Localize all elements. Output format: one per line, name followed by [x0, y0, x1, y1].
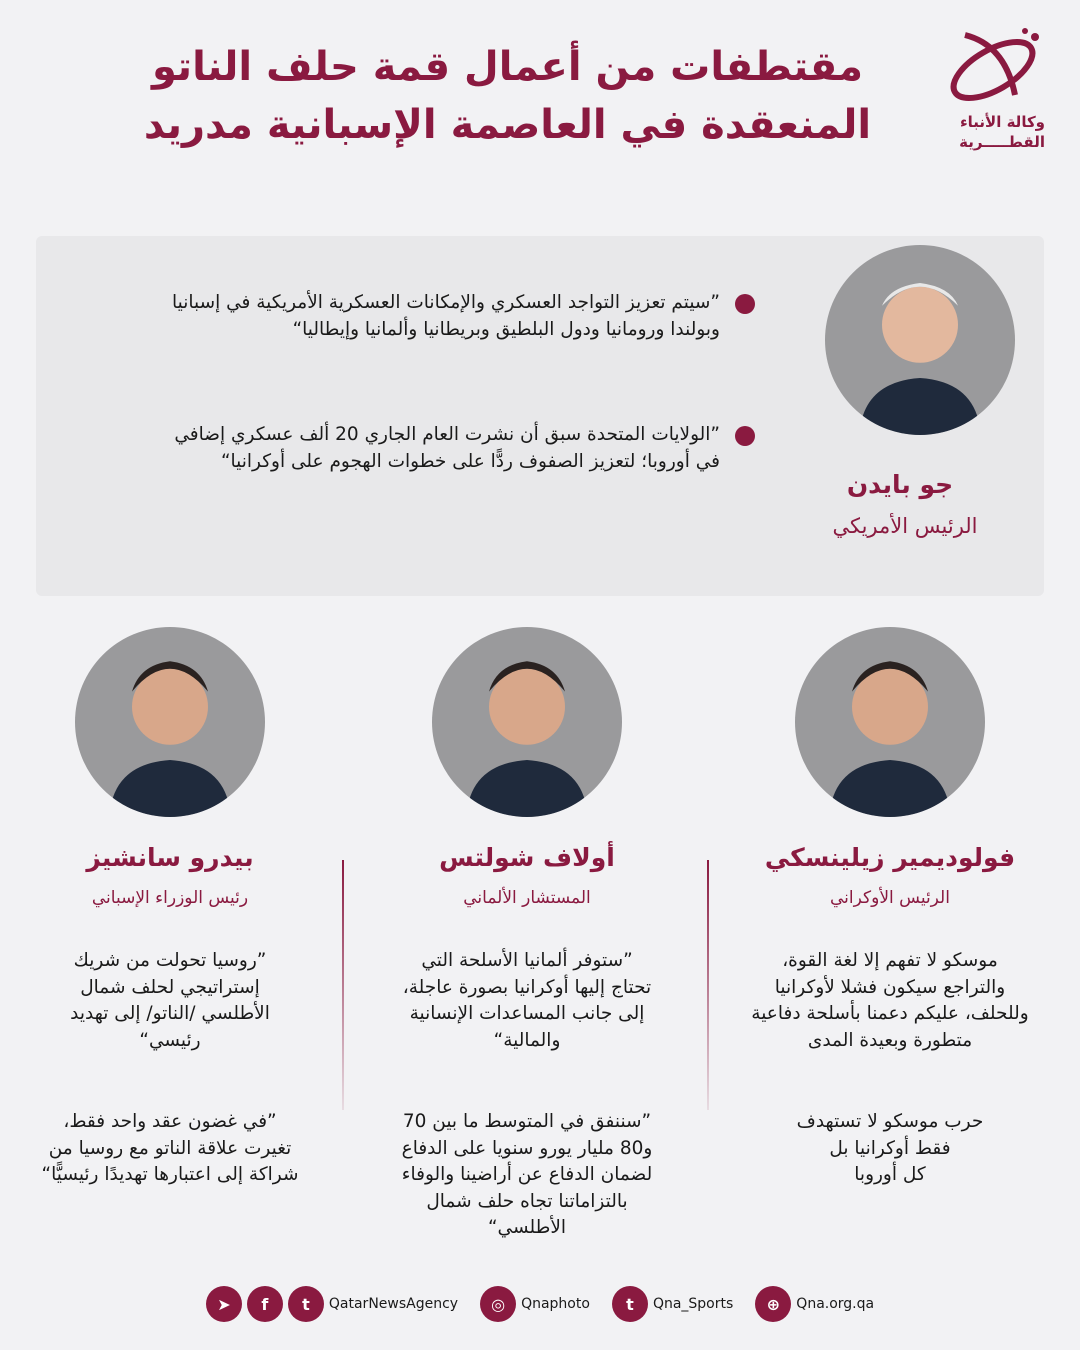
leader-quote: [0, 1109, 340, 1189]
instagram-icon[interactable]: ◎: [480, 1286, 516, 1322]
leader-quote: [0, 948, 340, 1054]
biden-photo: [825, 245, 1015, 435]
leader-name: فولوديمير زيلينسكي: [764, 843, 1016, 872]
leader-quote: [720, 1109, 1060, 1189]
website[interactable]: [755, 1286, 874, 1322]
quote-line: تغيرت علاقة الناتو مع روسيا من: [48, 1137, 292, 1159]
quote-line: كل أوروبا: [854, 1164, 926, 1185]
featured-quote: [120, 422, 720, 475]
logo-text: وكالة الأنباء: [960, 113, 1045, 131]
leader-role: رئيس الوزراء الإسباني: [91, 888, 249, 908]
globe-icon[interactable]: ⊕: [755, 1286, 791, 1322]
social-handle[interactable]: QatarNewsAgency: [328, 1296, 459, 1312]
quote-line: رئيسي“: [139, 1029, 201, 1051]
social-footer: [0, 1284, 1080, 1324]
quote-line: و80 مليار يورو سنويا على الدفاع: [401, 1137, 653, 1159]
quote-line: حرب موسكو لا تستهدف: [796, 1111, 984, 1132]
social-main[interactable]: [206, 1286, 458, 1322]
qna-logo: [935, 25, 1055, 155]
social-handle[interactable]: Qnaphoto: [521, 1296, 590, 1312]
quote-line: في أوروبا؛ لتعزيز الصفوف ردًّا على خطوات الهجوم على أوكرانيا“: [220, 450, 720, 472]
bullet-icon: [735, 294, 755, 314]
quote-line: فقط أوكرانيا بل: [829, 1137, 951, 1159]
leader-photo: [432, 627, 622, 817]
quote-line: وللحلف، عليكم دعمنا بأسلحة دفاعية: [751, 1003, 1029, 1024]
quote-line: بالتزاماتنا تجاه حلف شمال: [426, 1190, 628, 1212]
quote-line: متطورة وبعيدة المدى: [807, 1029, 973, 1051]
social-handle[interactable]: Qna_Sports: [652, 1296, 734, 1312]
facebook-icon[interactable]: f: [247, 1286, 283, 1322]
quote-line: إستراتيجي لحلف شمال: [80, 976, 260, 998]
page-title: [60, 38, 955, 154]
quote-line: إلى جانب المساعدات الإنسانية: [409, 1003, 645, 1024]
quote-line: لضمان الدفاع عن أراضينا والوفاء: [401, 1164, 653, 1185]
quote-line: تحتاج إليها أوكرانيا بصورة عاجلة،: [402, 976, 652, 998]
leader-role: الرئيس الأوكراني: [830, 888, 950, 908]
featured-role: الرئيس الأمريكي: [832, 514, 978, 538]
quote-line: والتراجع سيكون فشلا لأوكرانيا: [774, 976, 1006, 998]
quote-line: الأطلسي“: [487, 1217, 567, 1238]
quote-line: ”روسيا تحولت من شريك: [73, 950, 267, 971]
telegram-icon[interactable]: ➤: [206, 1286, 242, 1322]
logo-mark-icon: [935, 25, 1055, 105]
quote-line: شراكة إلى اعتبارها تهديدًا رئيسيًّا“: [41, 1164, 299, 1185]
column-divider: [707, 860, 709, 1110]
twitter-icon[interactable]: t: [288, 1286, 324, 1322]
quote-line: والمالية“: [493, 1029, 561, 1051]
leader-name: أولاف شولتس: [439, 843, 615, 872]
leader-photo: [795, 627, 985, 817]
leader-quote: [357, 948, 697, 1054]
title-line: المنعقدة في العاصمة الإسبانية مدريد: [143, 102, 872, 148]
leader-quote: [720, 948, 1060, 1054]
quote-line: ”في غضون عقد واحد فقط،: [63, 1111, 277, 1132]
leader-photo: [75, 627, 265, 817]
social-sports[interactable]: [612, 1286, 733, 1322]
featured-quote: [120, 290, 720, 343]
quote-line: ”ستوفر ألمانيا الأسلحة التي: [421, 950, 633, 971]
quote-line: وبولندا ورومانيا ودول البلطيق وبريطانيا وألمانيا وإيطاليا“: [292, 318, 720, 340]
column-divider: [342, 860, 344, 1110]
twitter-icon[interactable]: t: [612, 1286, 648, 1322]
logo-text: القطـــــرية: [959, 133, 1045, 151]
quote-line: موسكو لا تفهم إلا لغة القوة،: [782, 950, 998, 971]
quote-line: الأطلسي /الناتو/ إلى تهديد: [70, 1003, 270, 1024]
quote-line: ”الولايات المتحدة سبق أن نشرت العام الجاري 20 ألف عسكري إضافي: [174, 424, 720, 445]
title-line: مقتطفات من أعمال قمة حلف الناتو: [151, 44, 864, 90]
bullet-icon: [735, 426, 755, 446]
social-instagram[interactable]: [480, 1286, 590, 1322]
quote-line: ”سننفق في المتوسط ما بين 70: [402, 1111, 652, 1132]
quote-line: ”سيتم تعزيز التواجد العسكري والإمكانات العسكرية الأمريكية في إسبانيا: [171, 292, 720, 313]
leader-name: بيدرو سانشيز: [86, 843, 254, 872]
website-link[interactable]: Qna.org.qa: [796, 1296, 875, 1312]
featured-name: جو بايدن: [846, 470, 954, 499]
leader-quote: [357, 1109, 697, 1242]
leader-role: المستشار الألماني: [463, 888, 591, 908]
